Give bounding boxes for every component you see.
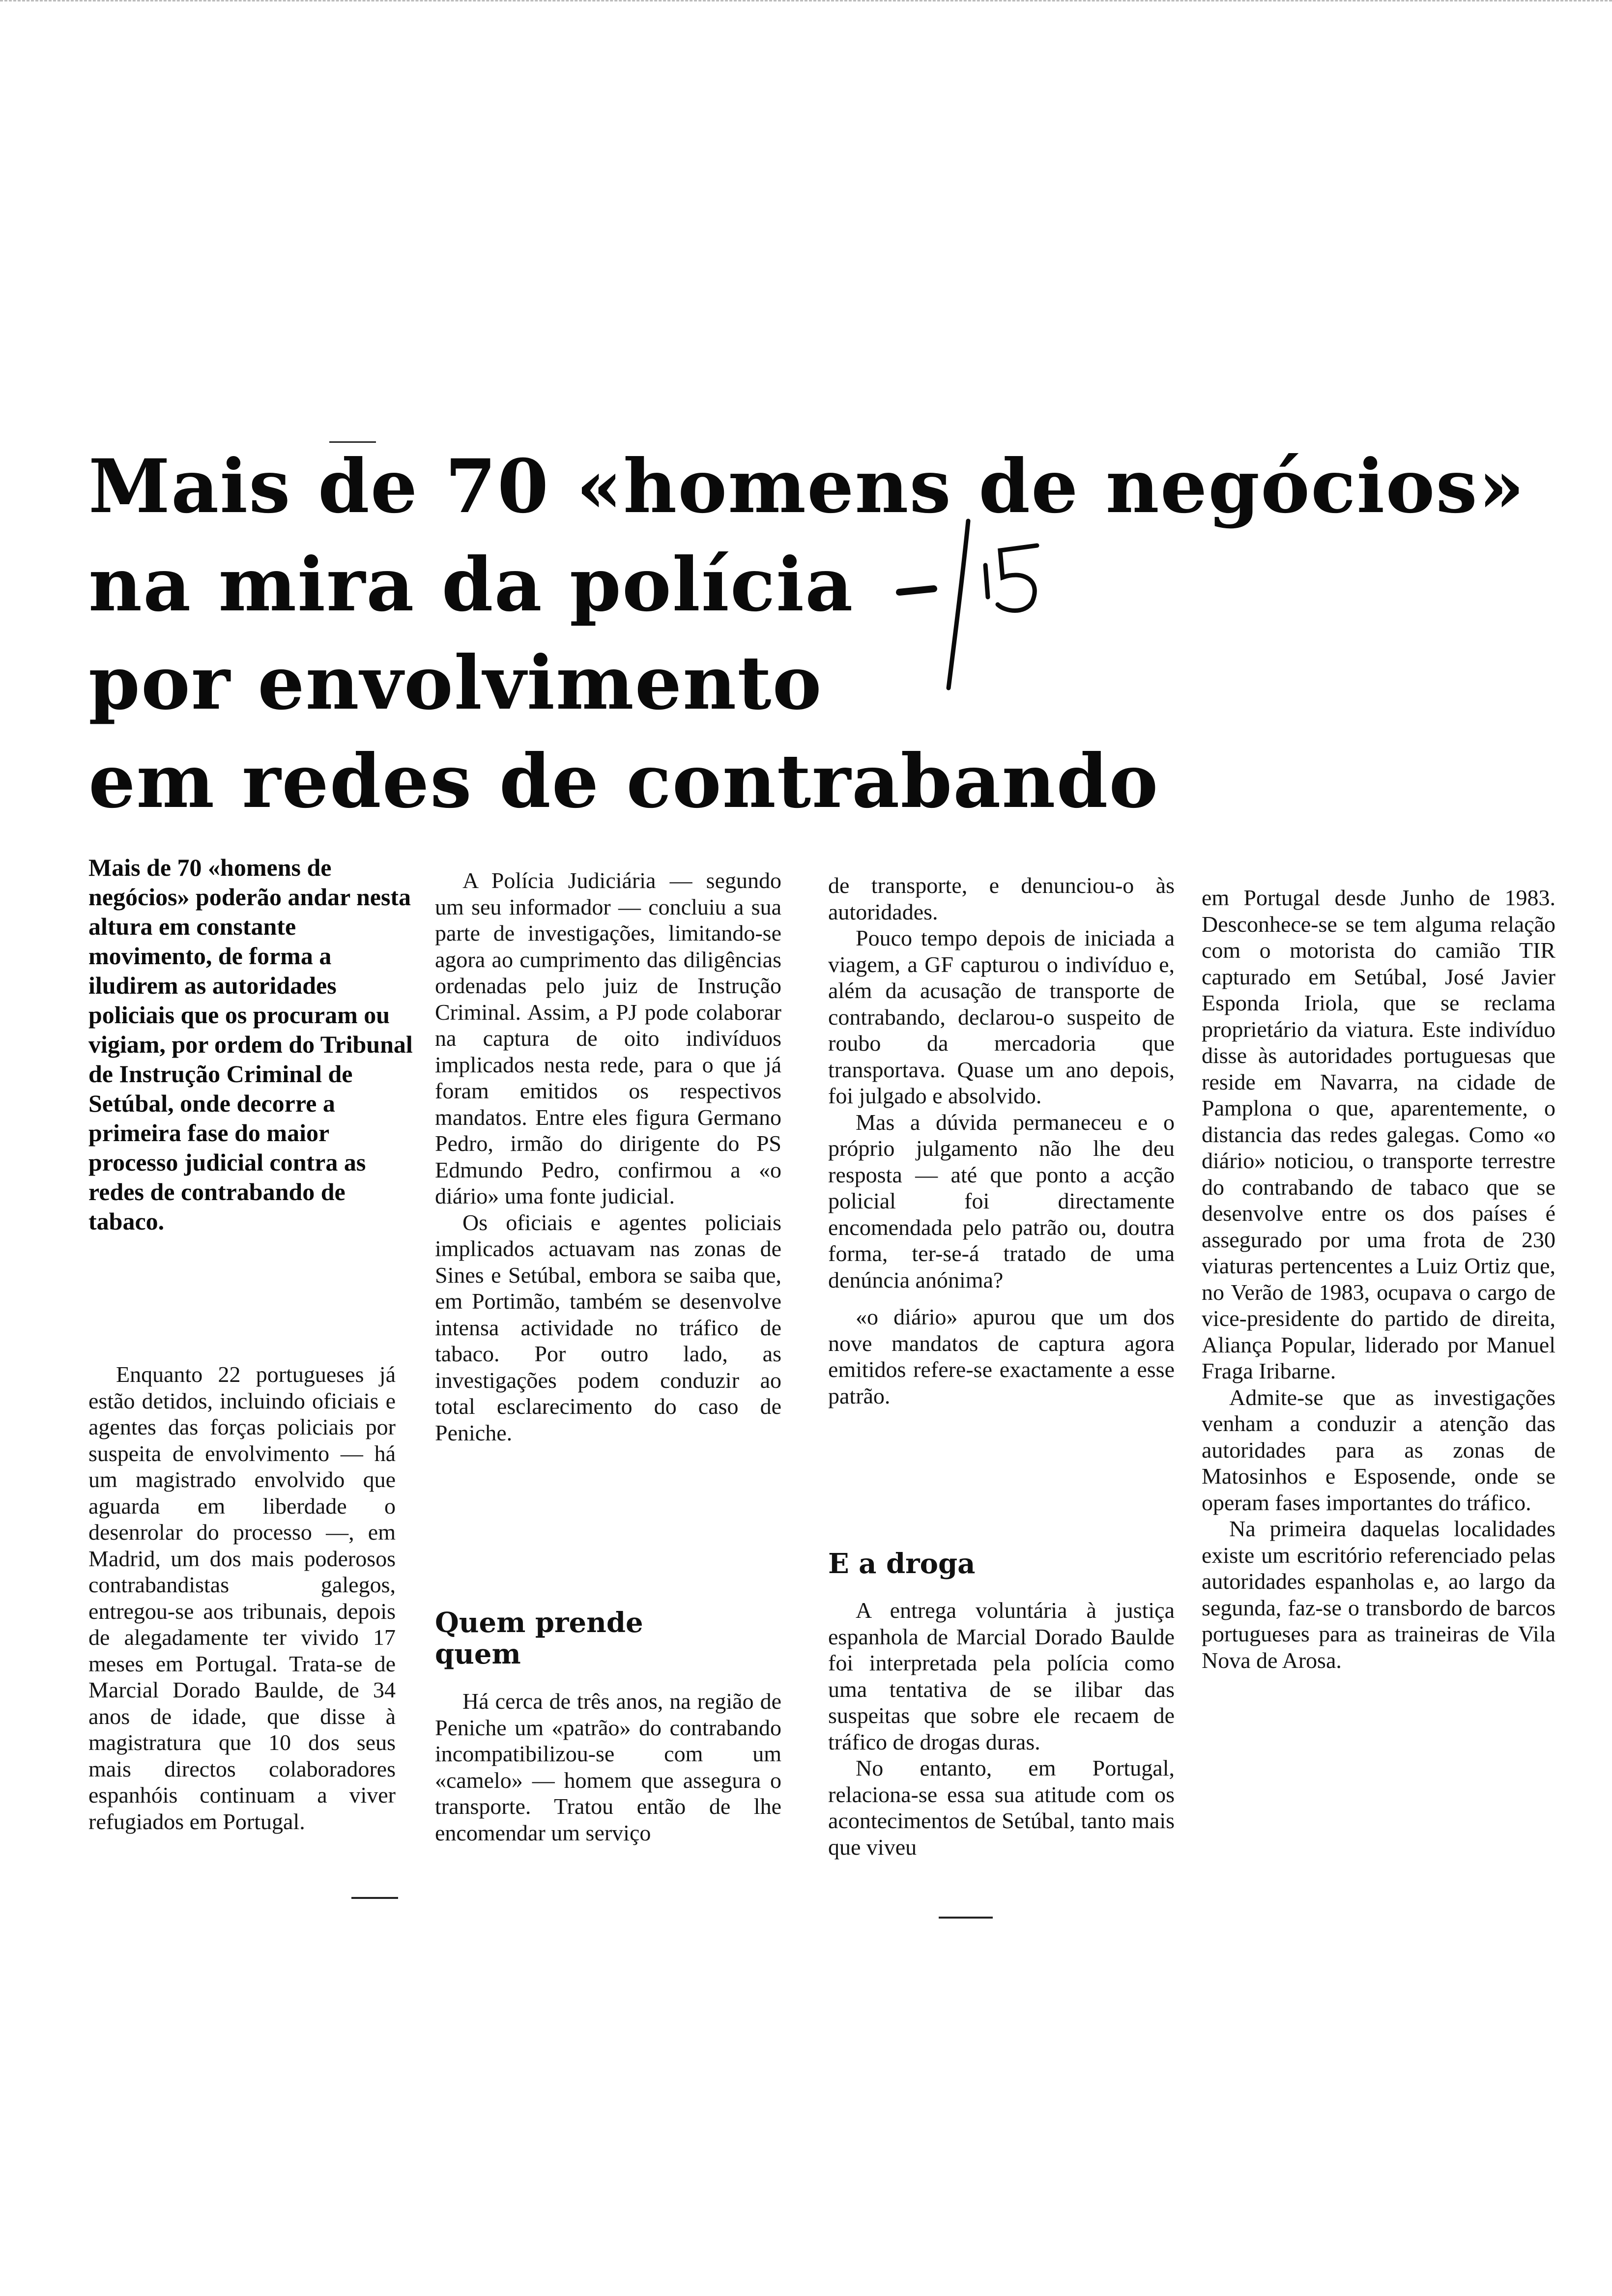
column-2 <box>435 867 781 1446</box>
column-3-paragraph-5: A entrega voluntária à justiça espanhola de Marcial Dorado Baulde foi interpretada pela polícia como uma tentativa de se ilibar das suspeitas que sobre ele recaem de tráfico de drogas duras. <box>828 1598 1175 1754</box>
top-border <box>0 0 1612 8</box>
headline-line-3: por envolvimento <box>88 640 823 726</box>
end-rule-column-1 <box>351 1897 398 1899</box>
column-3-paragraph-4: «o diário» apurou que um dos nove mandatos de captura agora emitidos refere-se exactamente a esse patrão. <box>828 1304 1175 1408</box>
column-2-paragraph-3: Há cerca de três anos, na região de Peniche um «patrão» do contrabando incompatibilizou-se com um «camelo» — homem que assegura o transporte. Tratou então de lhe encomendar um serviço <box>435 1689 781 1845</box>
column-4-paragraph-3: Na primeira daquelas localidades existe um escritório referenciado pelas autoridades espanholas e, ao largo da segunda, faz-se o transbordo de barcos portugueses para as traineiras de Vila Nova de Arosa. <box>1202 1516 1555 1673</box>
column-3-paragraph-6: No entanto, em Portugal, relaciona-se essa sua atitude com os acontecimentos de Setúbal, tanto mais que viveu <box>828 1755 1175 1860</box>
column-3 <box>828 872 1175 1409</box>
headline <box>88 437 1526 831</box>
column-3-paragraph-1: de transporte, e denunciou-o às autoridades. <box>828 873 1175 924</box>
column-2-paragraph-2: Os oficiais e agentes policiais implicados actuavam nas zonas de Sines e Setúbal, embora se saiba que, em Portimão, também se desenvolve intensa actividade no tráfico de tabaco. Por outro lado, as investigações podem conduzir ao total esclarecimento do caso de Peniche. <box>435 1209 781 1445</box>
lede-paragraph: Mais de 70 «homens de negócios» poderão andar nesta altura em constante movimento, de forma a iludirem as autoridades policiais que os procuram ou vigiam, por ordem do Tribunal de Instrução Criminal de Setúbal, onde decorre a primeira fase do maior processo judicial contra as redes de contrabando de tabaco. <box>88 854 413 1235</box>
column-2-lower <box>435 1688 781 1846</box>
headline-line-4: em redes de contrabando <box>88 738 1159 825</box>
column-4 <box>1202 885 1555 1673</box>
column-3-lower <box>828 1597 1175 1860</box>
column-3-paragraph-3: Mas a dúvida permaneceu e o próprio julgamento não lhe deu resposta — até que ponto a acção policial foi directamente encomendada pelo patrão ou, doutra forma, ter-se-á tratado de uma denúncia anónima? <box>828 1109 1175 1292</box>
column-4-paragraph-1: em Portugal desde Junho de 1983. Desconhece-se se tem alguma relação com o motorista do camião TIR capturado em Setúbal, José Javier Esponda Iriola, que se reclama proprietário da viatura. Este indivíduo disse às autoridades portuguesas que reside em Navarra, na cidade de Pamplona o que, aparentemente, o distancia das redes galegas. Como «o diário» noticiou, o transporte terrestre do contrabando de tabaco que se desenvolve entre os dos países é assegurado por uma frota de 230 viaturas pertencentes a Luiz Ortiz que, no Verão de 1983, ocupava o cargo de vice-presidente do partido de direita, Aliança Popular, liderado por Manuel Fraga Iribarne. <box>1202 885 1555 1383</box>
headline-line-1: Mais de 70 «homens de negócios» <box>88 443 1526 530</box>
subhead-e-a-droga: E a droga <box>828 1548 976 1580</box>
subhead-quem-prende-quem: Quem prende quem <box>435 1607 643 1670</box>
handwritten-annotation-icon <box>894 491 1101 703</box>
column-4-paragraph-2: Admite-se que as investigações venham a conduzir a atenção das autoridades para as zonas de Matosinhos e Esposende, onde se operam fases importantes do tráfico. <box>1202 1384 1555 1515</box>
headline-line-2: na mira da polícia <box>88 542 854 628</box>
column-1 <box>88 1361 396 1835</box>
column-2-paragraph-1: A Polícia Judiciária — segundo um seu informador — concluiu a sua parte de investigações, limitando-se agora ao cumprimento das diligências ordenadas pelo juiz de Instrução Criminal. Assim, a PJ pode colaborar na captura de oito indivíduos implicados nesta rede, para o que já foram emitidos os respectivos mandatos. Entre eles figura Germano Pedro, irmão do dirigente do PS Edmundo Pedro, confirmou a «o diário» uma fonte judicial. <box>435 868 781 1208</box>
column-3-paragraph-2: Pouco tempo depois de iniciada a viagem, a GF capturou o indivíduo e, além da acusação de transporte de contrabando, declarou-o suspeito de roubo da mercadoria que transportava. Quase um ano depois, foi julgado e absolvido. <box>828 925 1175 1108</box>
end-rule-column-3 <box>939 1917 993 1919</box>
column-1-paragraph: Enquanto 22 portugueses já estão detidos, incluindo oficiais e agentes das forças policiais por suspeita de envolvimento — há um magistrado envolvido que aguarda em liberdade o desenrolar do processo —, em Madrid, um dos mais poderosos contrabandistas galegos, entregou-se aos tribunais, depois de alegadamente ter vivido 17 meses em Portugal. Trata-se de Marcial Dorado Baulde, de 34 anos de idade, que disse à magistratura que 10 dos seus mais directos colaboradores espanhóis continuam a viver refugiados em Portugal. <box>88 1362 396 1834</box>
